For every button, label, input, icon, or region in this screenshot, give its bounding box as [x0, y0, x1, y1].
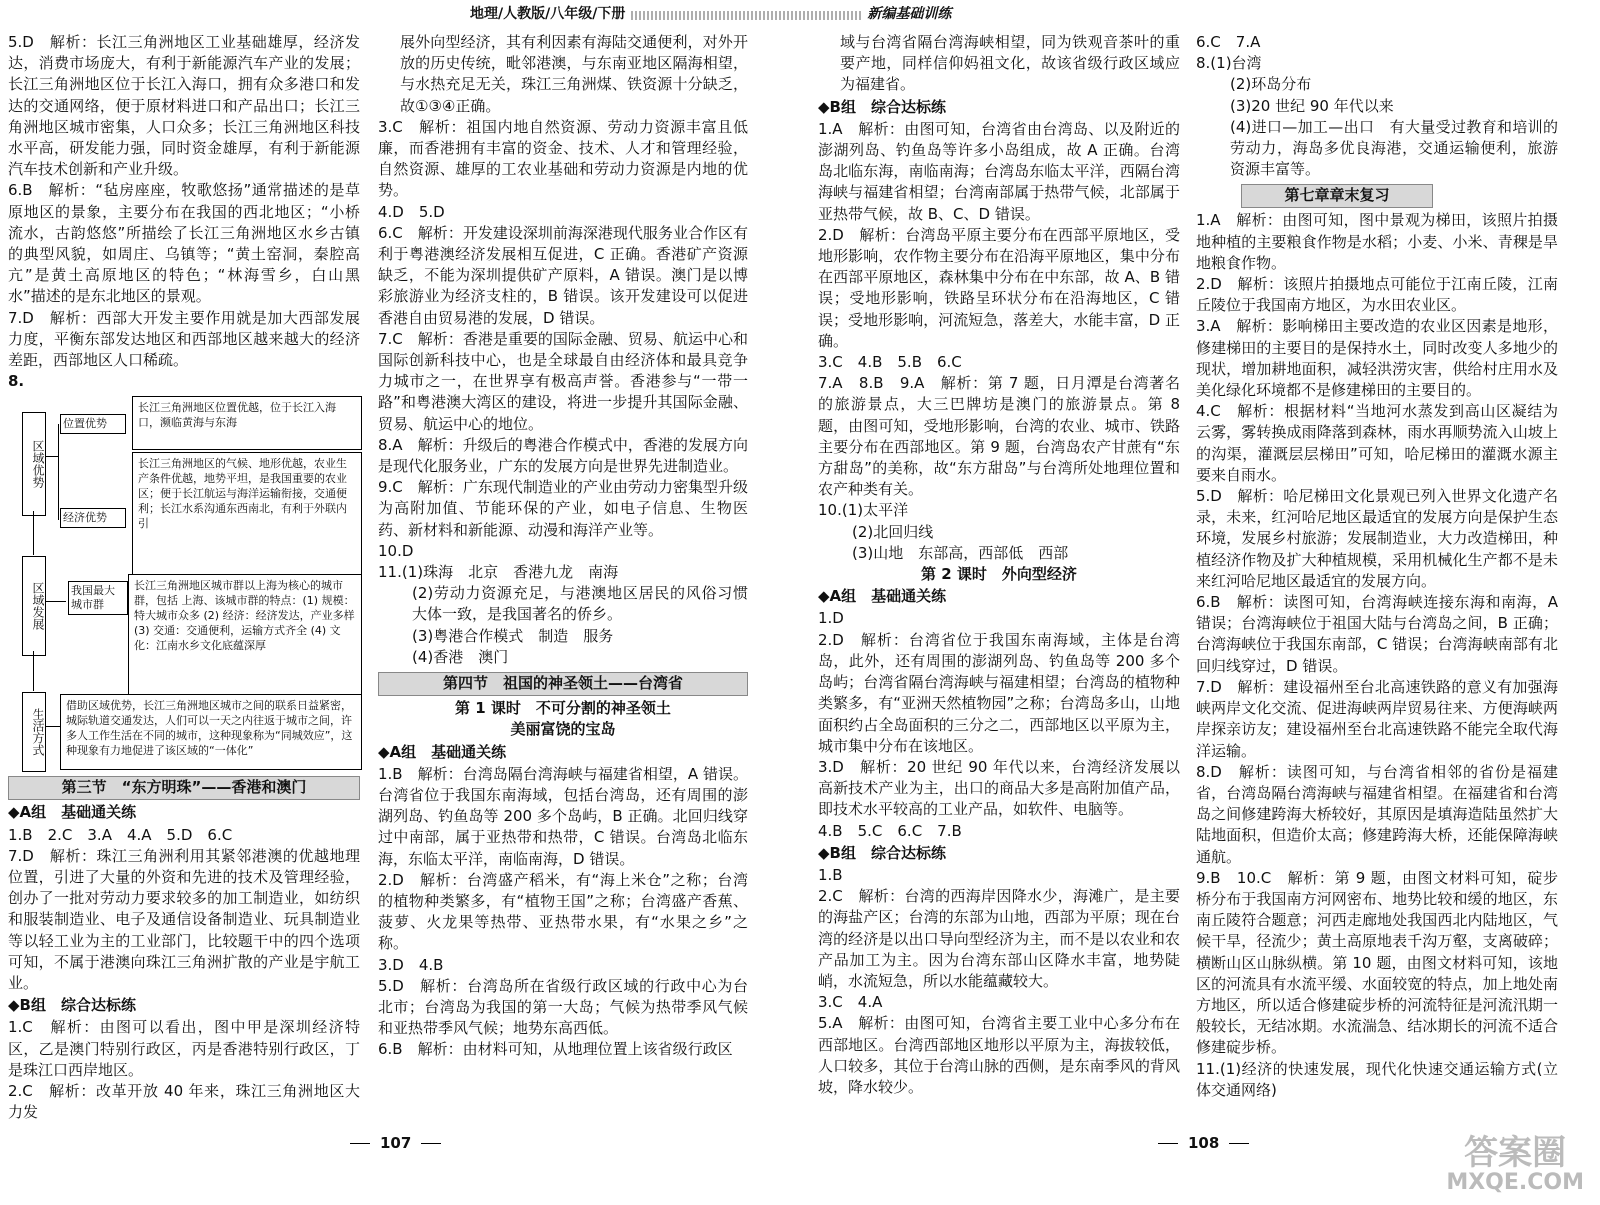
answer-item: 7.A 8.B 9.A 解析：第 7 题，日月潭是台湾著名的旅游景点，大三巴牌坊是澳门的旅游景点。第 8 题，由图可知，受地形影响，台湾的农业、城市、铁路主要分布在西部地区。第 9 题，台湾岛农产甘蔗有“东方甜岛”的美称，故“东方甜岛”与台湾所处地理位置和农产种类有关。 — [818, 374, 1180, 499]
page-number-left — [340, 1133, 451, 1154]
answer-item: 2.D 解析：台湾岛平原主要分布在西部平原地区，受地形影响，农作物主要分布在沿海平原地区，集中分布在西部平原地区，森林集中分布在中东部，故 A、B 错误；受地形影响，铁路呈环状分布在沿海地区，C 错误；受地形影响，河流短急，落差大，水能丰富，D 正确。 — [818, 225, 1180, 350]
answer-item: 6.C 7.A — [1196, 33, 1261, 51]
answer-continuation: 展外向型经济，其有利因素有海陆交通便利，对外开放的历史传统，毗邻港澳，与东南亚地区隔海相望，与水热充足无关，珠江三角洲煤、铁资源十分缺乏，故①③④正确。 — [400, 33, 748, 115]
header-dots — [631, 11, 861, 20]
answer-item: 11.(1)经济的快速发展，现代化快速交通运输方式(立体交通网络) — [1196, 1059, 1558, 1099]
watermark-top: 答案圈 — [1464, 1133, 1567, 1173]
lesson-subtitle: 美丽富饶的宝岛 — [510, 720, 616, 739]
answer-item: 10.(1)太平洋 — [818, 501, 909, 520]
node-location: 位置优势 — [60, 414, 126, 434]
answer-item: 5.D 解析：哈尼梯田文化景观已列入世界文化遗产名录，未来，红河哈尼地区最适宜的发展方向是保护生态环境，发展乡村旅游；发展制造业，大力改造梯田，种植经济作物及扩大种植规模，采用机械化生产都不是未来红河哈尼地区最适宜的发展方向。 — [1196, 487, 1558, 590]
section-title-bar: 第三节 “东方明珠”——香港和澳门 — [8, 776, 360, 800]
answer-item: 3.A 解析：影响梯田主要改造的农业区因素是地形，修建梯田的主要目的是保持水土，同时改变人多地少的现状，增加耕地面积，减轻洪涝灾害，供给村庄用水及美化绿化环境都不是修建梯田的主要目的。 — [1196, 317, 1558, 400]
answer-item: 7.D 解析：西部大开发主要作用就是加大西部发展力度，平衡东部发达地区和西部地区越来越大的经济差距，西部地区人口稀疏。 — [8, 308, 360, 370]
arrow-line — [33, 511, 34, 555]
mind-root-advantage: 区域优势 — [22, 412, 46, 516]
mind-root-development: 区域发展 — [22, 556, 46, 656]
connector — [58, 424, 59, 520]
answer-item: 1.B 解析：台湾岛隔台湾海峡与福建省相望，A 错误。台湾省位于我国东南海域，包括台湾岛，还有周围的澎湖列岛、钓鱼岛等 200 多个岛屿，B 正确。北回归线穿过中南部，属于亚热带和热带，C 错误。台湾岛北临东海，东临太平洋，南临南海，D 错误。 — [378, 764, 748, 868]
section-title-bar: 第四节 祖国的神圣领土——台湾省 — [378, 672, 748, 696]
running-header — [470, 4, 951, 26]
answer-subitem: (2)劳动力资源充足，与港澳地区居民的风俗习惯大体一致，是我国著名的侨乡。 — [412, 584, 748, 624]
answer-item: 3.D 4.B — [378, 955, 444, 974]
answer-item: 1.C 解析：由图可以看出，图中甲是深圳经济特区，乙是澳门特别行政区，丙是香港特别行政区，丁是珠江口西岸地区。 — [8, 1018, 360, 1079]
answer-subitem: (3)粤港合作模式 制造 服务 — [412, 626, 614, 645]
group-b-heading: ◆B组 综合达标练 — [8, 996, 136, 1015]
group-a-heading: ◆A组 基础通关练 — [378, 742, 507, 761]
column-2 — [378, 32, 748, 1061]
answer-item: 1.B — [818, 865, 843, 884]
answer-item: 8.D 解析：读图可知，与台湾省相邻的省份是福建省，台湾岛隔台湾海峡与福建省相望。在福建省和台湾岛之间修建跨海大桥较好，其原因是填海造陆虽然扩大陆地面积，但造价太高；修建跨海大桥，还能保障海峡通航。 — [1196, 762, 1558, 866]
box-city-cluster: 长江三角洲地区城市群以上海为核心的城市群，包括 上海、该城市群的特点：(1) 规模：特大城市众多 (2) 经济：经济发达，产业多样 (3) 交通：交通便利，运输方式齐全 (4) 文化：江南水乡文化底蕴深厚 — [128, 574, 362, 698]
answer-item: 9.C 解析：广东现代制造业的产业由劳动力密集型升级为高附加值、节能环保的产业，如电子信息、生物医药、新材料和新能源、动漫和海洋产业等。 — [378, 478, 748, 539]
answer-subitem: (2)环岛分布 — [1230, 75, 1312, 94]
lesson-title: 第 1 课时 不可分割的神圣领土 — [455, 699, 671, 718]
answer-item: 2.D 解析：台湾省位于我国东南海域，主体是台湾岛，此外，还有周围的澎湖列岛、钓鱼岛等 200 多个岛屿；台湾省隔台湾海峡与福建相望；台湾岛的植物种类繁多，有“亚洲天然植物园”之称；台湾岛多山，山地面积约占全岛面积的三分之二，西部地区以平原为主，城市集中分布在该地区。 — [818, 630, 1180, 755]
answer-item: 3.C 4.A — [818, 993, 883, 1012]
answer-item: 2.D 解析：该照片拍摄地点可能位于江南丘陵，江南丘陵位于我国南方地区，为水田农业区。 — [1196, 275, 1558, 315]
question-8-label: 8. — [8, 372, 25, 391]
answer-item: 6.B 解析：由材料可知，从地理位置上该省级行政区 — [378, 1040, 733, 1059]
answer-subitem: (4)香港 澳门 — [412, 647, 509, 666]
answer-item: 9.B 10.C 解析：第 9 题，由图文材料可知，碇步桥分布于我国南方河网密布、地势比较和缓的地区，东南丘陵符合题意；河西走廊地处我国西北内陆地区，气候干旱，径流少；黄土高原地表千沟万壑，支离破碎；横断山区山脉纵横。第 10 题，由图文材料可知，该地区的河流具有水流平缓、水面较宽的特点，加上地处南方地区，所以适合修建碇步桥的河流特征是河流汛期一般较长，无结冰期。水流湍急、结冰期长的河流不适合修建碇步桥。 — [1196, 868, 1558, 1057]
page-number-right — [1148, 1133, 1259, 1154]
chapter-review-bar: 第七章章末复习 — [1241, 184, 1433, 208]
answer-item: 8.A 解析：升级后的粤港合作模式中，香港的发展方向是现代化服务业，广东的发展方向是世界先进制造业。 — [378, 435, 748, 476]
answer-subitem: (4)进口—加工—出口 有大量受过教育和培训的劳动力，海岛多优良海港，交通运输便利，旅游资源丰富等。 — [1230, 117, 1558, 179]
answer-item: 3.C 4.B 5.B 6.C — [818, 353, 962, 372]
connector — [46, 456, 58, 457]
node-city-cluster: 我国最大城市群 — [68, 581, 128, 615]
header-title: 地理/人教版/八年级/下册 — [470, 6, 626, 23]
mind-root-lifestyle: 生活方式 — [22, 692, 46, 772]
group-b-heading: ◆B组 综合达标练 — [818, 97, 946, 116]
answer-item: 7.C 解析：香港是重要的国际金融、贸易、航运中心和国际创新科技中心，也是全球最自由经济体和最具竞争力城市之一，在世界享有极高声誉。香港参与“一带一路”和粤港澳大湾区的建设，将进一步提升其国际金融、贸易、航运中心的地位。 — [378, 329, 748, 433]
box-economy: 长江三角洲地区的气候、地形优越，农业生产条件优越，地势平坦，是我国重要的农业区；便于长江航运与海洋运输衔接，交通便利；长江水系沟通东西南北，有利于外联内引 — [132, 452, 362, 578]
column-3 — [818, 32, 1180, 1098]
answer-item: 6.B 解析：“毡房座座，牧歌悠扬”通常描述的是草原地区的景象，主要分布在我国的西北地区；“小桥流水，古韵悠悠”所描绘了长江三角洲地区水乡古镇的典型风貌，如周庄、乌镇等；“黄土窑洞，秦腔高亢”是黄土高原地区的特色；“林海雪乡，白山黑水”描述的是东北地区的景观。 — [8, 181, 360, 306]
page-number-right-text: 108 — [1188, 1134, 1220, 1152]
answer-subitem: (3)山地 东部高，西部低 西部 — [852, 543, 1069, 562]
answer-item: 8.(1)台湾 — [1196, 54, 1262, 73]
answer-item: 6.C 解析：开发建设深圳前海深港现代服务业合作区有利于粤港澳经济发展相互促进，C 正确。香港矿产资源缺乏，不能为深圳提供矿产原料，A 错误。澳门是以博彩旅游业为经济支柱的，B 错误。该开发建设可以促进香港自由贸易港的发展，D 错误。 — [378, 223, 748, 327]
answer-item: 1.D — [818, 609, 844, 628]
box-location: 长江三角洲地区位置优越，位于长江入海口，濒临黄海与东海 — [132, 396, 362, 450]
answer-item: 3.C 解析：祖国内地自然资源、劳动力资源丰富且低廉，而香港拥有丰富的资金、技术、人才和管理经验，自然资源、雄厚的工农业基础和劳动力资源是内地的优势。 — [378, 117, 748, 200]
lesson-title: 第 2 课时 外向型经济 — [921, 565, 1077, 584]
answer-item: 4.B 5.C 6.C 7.B — [818, 821, 962, 840]
group-a-heading: ◆A组 基础通关练 — [818, 587, 947, 606]
answer-subitem: (2)北回归线 — [852, 522, 934, 541]
answer-item: 3.D 解析：20 世纪 90 年代以来，台湾经济发展以高新技术产业为主，出口的商品大多是高附加值产品，即技术水平较高的工业产品，如软件、电脑等。 — [818, 757, 1180, 819]
answer-item: 2.D 解析：台湾盛产稻米，有“海上米仓”之称；台湾的植物种类繁多，有“植物王国”之称；台湾盛产香蕉、菠萝、火龙果等热带、亚热带水果，有“水果之乡”之称。 — [378, 870, 748, 953]
answer-item: 2.C 解析：改革开放 40 年来，珠江三角洲地区大力发 — [8, 1082, 360, 1122]
column-4 — [1196, 32, 1558, 1101]
group-b-heading: ◆B组 综合达标练 — [818, 843, 946, 862]
answer-subitem: (3)20 世纪 90 年代以来 — [1230, 96, 1394, 115]
header-series: 新编基础训练 — [867, 6, 952, 23]
answer-continuation: 域与台湾省隔台湾海峡相望，同为铁观音茶叶的重要产地，同样信仰妈祖文化，故该省级行政区域应为福建省。 — [840, 33, 1180, 94]
column-1 — [8, 32, 360, 1124]
answer-item: 1.B 2.C 3.A 4.A 5.D 6.C — [8, 825, 233, 844]
answer-item: 4.D 5.D — [378, 202, 445, 221]
mind-map — [8, 396, 360, 772]
page-number-left-text: 107 — [380, 1134, 412, 1152]
answer-item: 4.C 解析：根据材料“当地河水蒸发到高山区凝结为云雾，雾转换成雨降落到森林，雨水再顺势流入山坡上的沟渠，灌溉层层梯田”可知，哈尼梯田的灌溉水源主要来自雨水。 — [1196, 402, 1558, 484]
arrow-line — [33, 651, 34, 691]
watermark-logo — [1446, 1135, 1584, 1195]
connector — [46, 601, 66, 602]
answer-item: 1.A 解析：由图可知，图中景观为梯田，该照片拍摄地种植的主要粮食作物是水稻；小麦、小米、青稞是旱地粮食作物。 — [1196, 211, 1558, 272]
answer-item: 2.C 解析：台湾的西海岸因降水少，海滩广，是主要的海盐产区；台湾的东部为山地，西部为平原；现在台湾的经济是以出口导向型经济为主，而不是以农业和农产品加工为主。因为台湾东部山区降水丰富，地势陡峭，水流短急，所以水能蕴藏较大。 — [818, 887, 1180, 990]
node-economy: 经济优势 — [60, 508, 126, 528]
answer-item: 1.A 解析：由图可知，台湾省由台湾岛、以及附近的澎湖列岛、钓鱼岛等许多小岛组成，故 A 正确。台湾岛北临东海，南临南海；台湾岛东临太平洋，西隔台湾海峡与福建省相望；台湾南部属于热带气候，北部属于亚热带气候，故 B、C、D 错误。 — [818, 119, 1180, 223]
answer-item: 7.D 解析：珠江三角洲利用其紧邻港澳的优越地理位置，引进了大量的外资和先进的技术及管理经验，创办了一批对劳动力要求较多的加工制造业，如纺织和服装制造业、电子及通信设备制造业、玩具制造业等以轻工业为主的工业部门，比较题干中的四个选项可知，不属于港澳向珠江三角洲扩散的产业是宇航工业。 — [8, 846, 360, 993]
answer-item: 11.(1)珠海 北京 香港九龙 南海 — [378, 563, 619, 582]
answer-item: 7.D 解析：建设福州至台北高速铁路的意义有加强海峡两岸文化交流、促进海峡两岸贸易往来、方便海峡两岸探亲访友；建设福州至台北高速铁路不能完全取代海洋运输。 — [1196, 677, 1558, 760]
answer-item: 5.A 解析：由图可知，台湾省主要工业中心多分布在西部地区。台湾西部地区地形以平原为主，海拔较低，人口较多，其位于台湾山脉的西侧，是东南季风的背风坡，降水较少。 — [818, 1014, 1180, 1096]
answer-item: 6.B 解析：读图可知，台湾海峡连接东海和南海，A 错误；台湾海峡位于祖国大陆与台湾岛之间，B 正确；台湾海峡位于我国东南部，C 错误；台湾海峡南部有北回归线穿过，D 错误。 — [1196, 593, 1558, 675]
box-lifestyle: 借助区域优势，长江三角洲地区城市之间的联系日益紧密，城际轨道交通发达，人们可以一天之内往返于城市之间，许多人工作生活在不同的城市，这种现象称为“同城效应”，这种现象有力地促进了该区域的“一体化” — [60, 694, 362, 770]
answer-item: 5.D 解析：长江三角洲地区工业基础雄厚，经济发达，消费市场庞大，有利于新能源汽车产业的发展；长江三角洲地区位于长江入海口，拥有众多港口和发达的交通网络，便于原材料进口和产品出口；长江三角洲地区城市密集，人口众多；长江三角洲地区科技水平高，研发能力强，同时资金雄厚，有利于新能源汽车技术创新和产业升级。 — [8, 33, 360, 179]
group-a-heading: ◆A组 基础通关练 — [8, 803, 137, 822]
watermark-bottom: MXQE.COM — [1446, 1170, 1584, 1195]
answer-item: 10.D — [378, 541, 414, 560]
answer-item: 5.D 解析：台湾岛所在省级行政区域的行政中心为台北市；台湾岛为我国的第一大岛；气候为热带季风气候和亚热带季风气候；地势东高西低。 — [378, 976, 748, 1038]
